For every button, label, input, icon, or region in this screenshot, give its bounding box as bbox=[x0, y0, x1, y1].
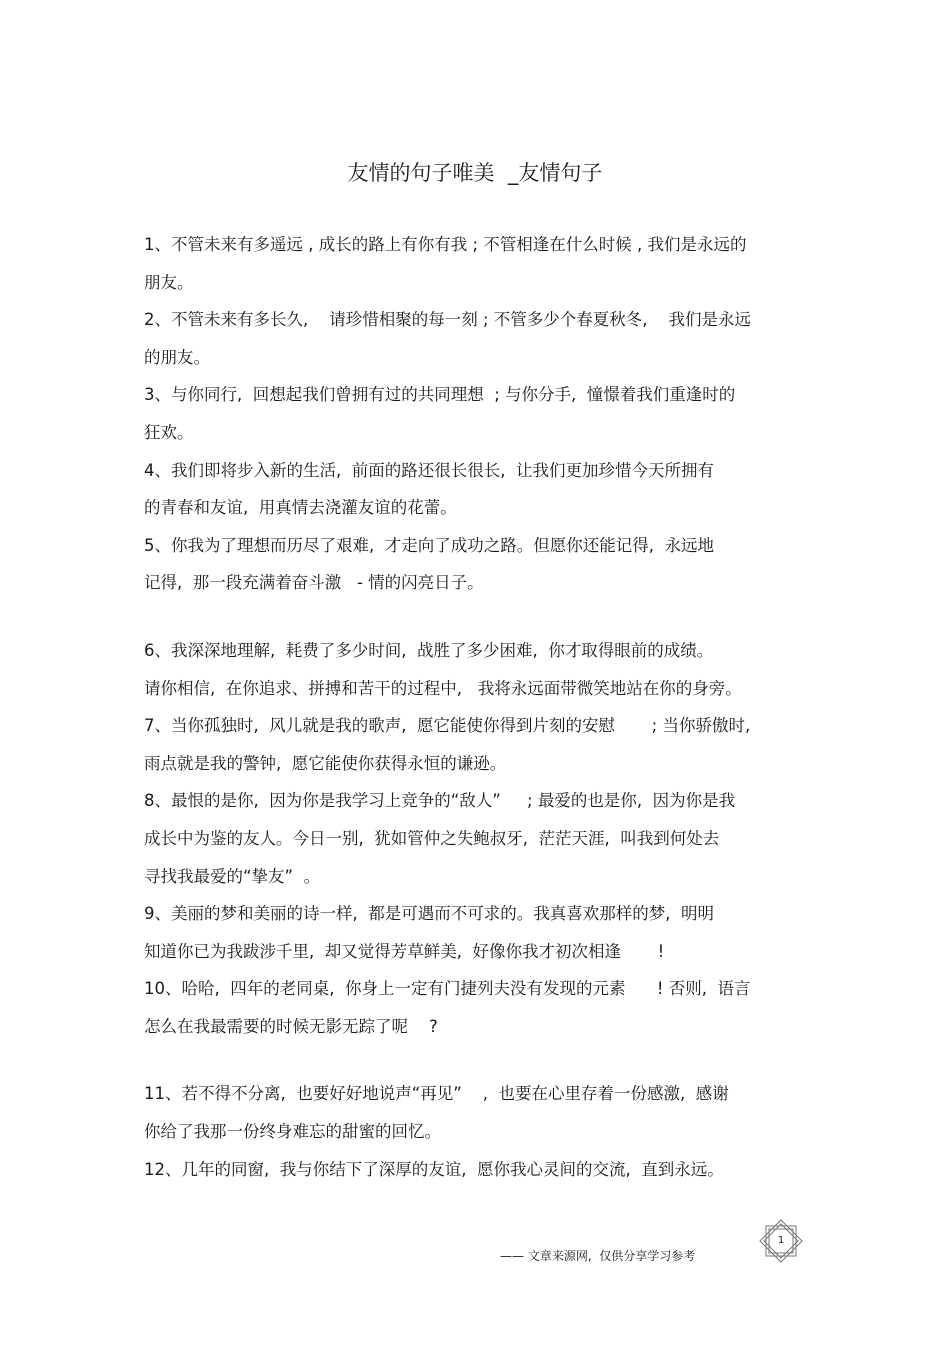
paragraph bbox=[144, 970, 806, 1045]
paragraph-gap bbox=[144, 602, 806, 632]
paragraph-line: 记得, 那一段充满着奋斗激 - 情的闪亮日子。 bbox=[144, 573, 484, 593]
paragraph-gap bbox=[144, 1045, 806, 1075]
paragraph-line: 狂欢。 bbox=[144, 422, 194, 442]
paragraph bbox=[144, 1075, 806, 1150]
page-number: 1 bbox=[777, 1235, 785, 1246]
paragraph-line: 9、美丽的梦和美丽的诗一样, 都是可遇而不可求的。我真喜欢那样的梦, 明明 bbox=[144, 904, 714, 924]
paragraph-line: 5、你我为了理想而历尽了艰难, 才走向了成功之路。但愿你还能记得, 永远地 bbox=[144, 535, 714, 555]
paragraph-line: 的青春和友谊, 用真情去浇灌友谊的花蕾。 bbox=[144, 498, 457, 518]
paragraph bbox=[144, 527, 806, 602]
document-title: 友情的句子唯美 _友情句子 bbox=[347, 161, 603, 185]
paragraph-line: 10、哈哈, 四年的老同桌, 你身上一定有门捷列夫没有发现的元素 ! 否则, 语言 bbox=[144, 979, 751, 999]
paragraph-line: 知道你已为我跋涉千里, 却又觉得芳草鲜美, 好像你我才初次相逢 ! bbox=[144, 941, 665, 961]
paragraph-line: 你给了我那一份终身难忘的甜蜜的回忆。 bbox=[144, 1122, 441, 1142]
paragraph-line: 2、不管未来有多长久, 请珍惜相聚的每一刻 ; 不管多少个春夏秋冬, 我们是永远 bbox=[144, 310, 751, 330]
paragraph-line: 雨点就是我的警钟, 愿它能使你获得永恒的谦逊。 bbox=[144, 753, 507, 773]
paragraph-line: 1、不管未来有多遥远 , 成长的路上有你有我 ; 不管相逢在什么时候 , 我们是永远的 bbox=[144, 235, 747, 254]
paragraph bbox=[144, 452, 806, 527]
paragraph-line: 怎么在我最需要的时候无影无踪了呢 ? bbox=[144, 1016, 438, 1036]
source-note: —— 文章来源网, 仅供分享学习参考 bbox=[500, 1249, 696, 1263]
paragraph-line: 3、与你同行, 回想起我们曾拥有过的共同理想 ; 与你分手, 憧憬着我们重逢时的 bbox=[144, 385, 736, 405]
paragraph-line: 6、我深深地理解, 耗费了多少时间, 战胜了多少困难, 你才取得眼前的成绩。 bbox=[144, 640, 714, 660]
paragraph-line: 7、当你孤独时, 风儿就是我的歌声, 愿它能使你得到片刻的安慰 ; 当你骄傲时, bbox=[144, 716, 751, 736]
paragraph-line: 4、我们即将步入新的生活, 前面的路还很长很长, 让我们更加珍惜今天所拥有 bbox=[144, 460, 714, 480]
paragraph-line: 的朋友。 bbox=[144, 347, 210, 367]
paragraph-line: 朋友。 bbox=[144, 272, 194, 292]
document-body bbox=[144, 226, 806, 1188]
paragraph bbox=[144, 301, 806, 376]
paragraph-line: 寻找我最爱的“挚友” 。 bbox=[144, 866, 321, 886]
paragraph-line: 12、几年的同窗, 我与你结下了深厚的友谊, 愿你我心灵间的交流, 直到永远。 bbox=[144, 1159, 724, 1179]
paragraph bbox=[144, 632, 806, 707]
paragraph bbox=[144, 226, 806, 301]
paragraph bbox=[144, 376, 806, 451]
paragraph bbox=[144, 1151, 806, 1189]
paragraph bbox=[144, 782, 806, 895]
paragraph-line: 11、若不得不分离, 也要好好地说声“再见” , 也要在心里存着一份感激, 感谢 bbox=[144, 1084, 729, 1104]
paragraph-line: 8、最恨的是你, 因为你是我学习上竞争的“敌人” ; 最爱的也是你, 因为你是我 bbox=[144, 791, 736, 811]
paragraph-line: 成长中为鉴的友人。今日一别, 犹如管仲之失鲍叔牙, 茫茫天涯, 叫我到何处去 bbox=[144, 828, 720, 848]
paragraph bbox=[144, 707, 806, 782]
paragraph-line: 请你相信, 在你追求、拼搏和苦干的过程中, 我将永远面带微笑地站在你的身旁。 bbox=[144, 678, 742, 698]
paragraph bbox=[144, 895, 806, 970]
